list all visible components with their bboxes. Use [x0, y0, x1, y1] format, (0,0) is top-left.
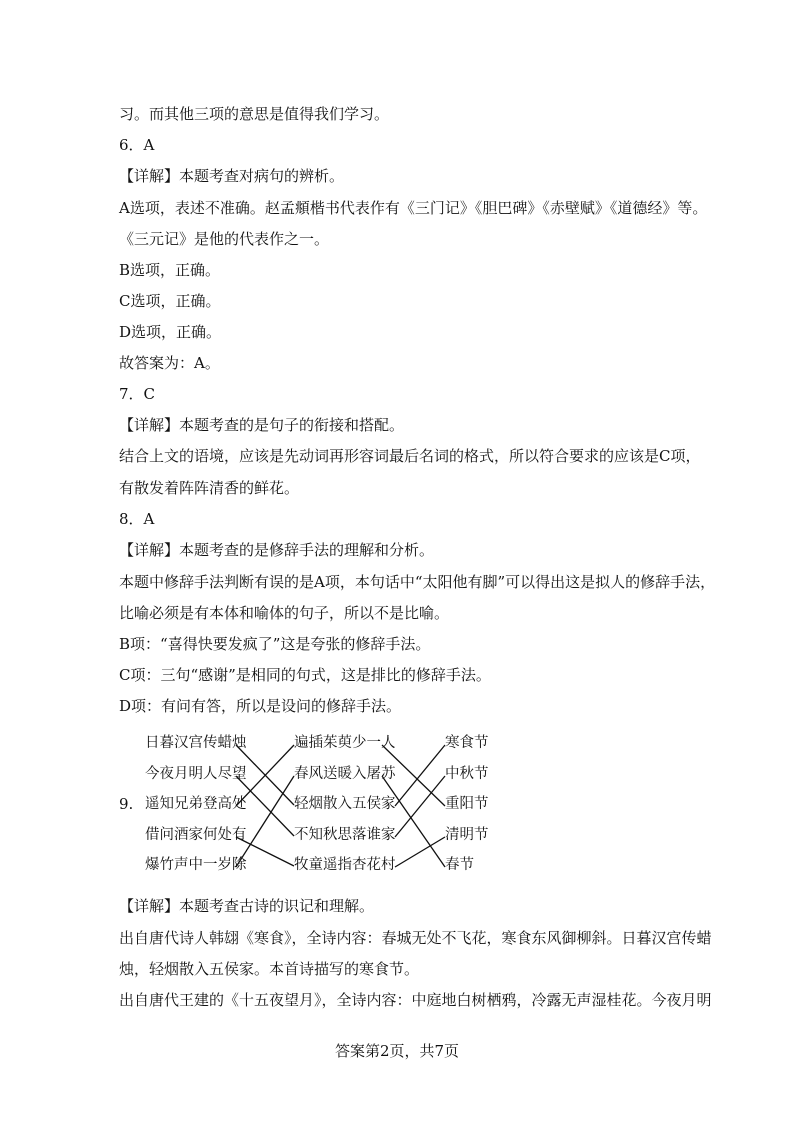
text-line: C选项，正确。	[119, 292, 221, 310]
right-item: 中秋节	[445, 766, 489, 782]
right-item: 春节	[445, 857, 474, 873]
text-line: 故答案为：A。	[119, 354, 220, 372]
match-line	[236, 837, 294, 866]
answer-heading: 7．C	[119, 385, 156, 403]
text-line: B项：“喜得快要发疯了”这是夸张的修辞手法。	[119, 635, 431, 653]
match-line	[395, 745, 445, 806]
left-item: 遥知兄弟登高处	[145, 796, 247, 812]
answer-heading: 8．A	[119, 510, 155, 528]
match-line	[236, 776, 294, 836]
text-line: 【详解】本题考查的是句子的衔接和搭配。	[119, 416, 405, 434]
text-line: 烛，轻烟散入五侯家。本首诗描写的寒食节。	[119, 960, 420, 978]
text-line: D项：有问有答，所以是设问的修辞手法。	[119, 697, 402, 715]
text-line: 有散发着阵阵清香的鲜花。	[119, 479, 300, 497]
match-line	[382, 745, 445, 806]
right-item: 清明节	[445, 827, 489, 843]
text-line: B选项，正确。	[119, 261, 221, 279]
right-item: 重阳节	[445, 796, 489, 812]
text-line: D选项，正确。	[119, 323, 222, 341]
middle-item: 牧童遥指杏花村	[294, 857, 396, 873]
middle-item: 轻烟散入五侯家	[294, 796, 396, 812]
text-line: 比喻必须是有本体和喻体的句子，所以不是比喻。	[119, 604, 450, 622]
left-item: 今夜月明人尽望	[145, 766, 247, 782]
middle-item: 不知秋思落谁家	[294, 827, 396, 843]
text-line: 出自唐代王建的《十五夜望月》，全诗内容：中庭地白树栖鸦，冷露无声湿桂花。今夜月明	[119, 991, 712, 1009]
text-line: 结合上文的语境，应该是先动词再形容词最后名词的格式，所以符合要求的应该是C项，	[119, 447, 701, 465]
text-line: 本题中修辞手法判断有误的是A项，本句话中“太阳他有脚”可以得出这是拟人的修辞手法，	[119, 573, 716, 591]
text-line: 【详解】本题考查的是修辞手法的理解和分析。	[119, 541, 435, 559]
match-line	[395, 837, 445, 867]
right-item: 寒食节	[445, 735, 489, 751]
left-item: 爆竹声中一岁除	[145, 857, 247, 873]
left-item: 日暮汉宫传蜡烛	[145, 735, 247, 751]
text-line: C项：三句“感谢”是相同的句式，这是排比的修辞手法。	[119, 666, 491, 684]
match-line	[382, 776, 445, 867]
text-line: 【详解】本题考查古诗的识记和理解。	[119, 897, 375, 915]
left-item: 借问酒家何处有	[145, 827, 247, 843]
text-line: 习。而其他三项的意思是值得我们学习。	[119, 105, 390, 123]
text-line: 《三元记》是他的代表作之一。	[119, 230, 330, 248]
middle-item: 遍插茱萸少一人	[294, 735, 396, 751]
text-line: A选项，表述不准确。赵孟頫楷书代表作有《三门记》《胆巴碑》《赤壁赋》《道德经》等。	[119, 199, 708, 217]
answer-heading: 6．A	[119, 136, 155, 154]
text-line: 出自唐代诗人韩翃《寒食》，全诗内容：春城无处不飞花，寒食东风御柳斜。日暮汉宫传蜡	[119, 929, 712, 947]
question-number: 9.	[119, 795, 134, 813]
text-line: 【详解】本题考查对病句的辨析。	[119, 167, 345, 185]
middle-item: 春风送暖入屠苏	[294, 766, 396, 782]
match-line	[236, 776, 294, 867]
page-footer: 答案第2页，共7页	[334, 1042, 460, 1060]
